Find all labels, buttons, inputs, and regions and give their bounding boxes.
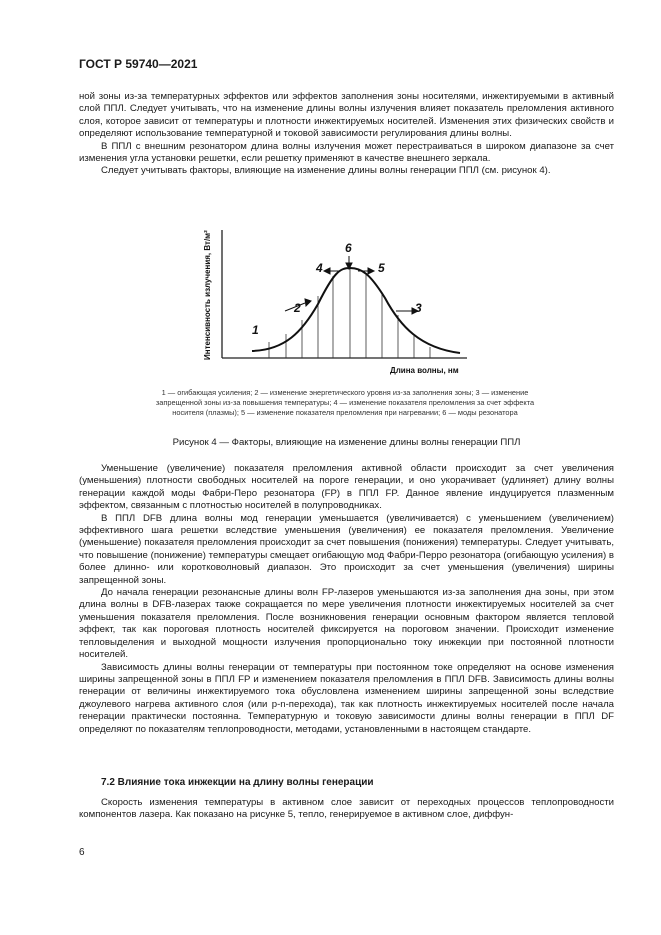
section-heading: 7.2 Влияние тока инжекции на длину волны генерации (101, 777, 374, 788)
figure-caption: Рисунок 4 — Факторы, влияющие на изменение длины волны генерации ППЛ (172, 437, 521, 448)
marker-5: 5 (378, 261, 385, 275)
page-number: 6 (79, 847, 85, 858)
intro-text (79, 91, 614, 178)
marker-4: 4 (316, 261, 323, 275)
figure-legend: 1 — огибающая усиления; 2 — изменение энергетического уровня из-за заполнения зоны; 3 — изменение запрещенной зоны из-за повышения температуры; 4 — изменение показателя преломления за счет эффекта носителя (плазмы); 5 — изменение показателя преломления при нагревании; 6 — моды резонатора (155, 388, 535, 418)
marker-2: 2 (294, 301, 301, 315)
intro-paragraph-1: ной зоны из-за температурных эффектов или эффектов заполнения зоны носителями, инжектируемыми в активный слой ППЛ. Следует учитывать, что на изменение длины волны излучения влияет показатель преломления активного слоя, которое зависит от температуры и плотности инжектируемых носителей. Изменения этих физических свойств и определяют использование температурной и токовой зависимости регулирования длины волны. (79, 91, 614, 140)
intro-paragraph-2: В ППЛ с внешним резонатором длина волны излучения может перестраиваться в широком диапазоне за счет изменения угла установки решетки, если решетку применяют в качестве внешнего зеркала. (79, 140, 614, 165)
marker-1: 1 (252, 323, 259, 337)
marker-6: 6 (345, 241, 352, 255)
figure-4-diagram (190, 222, 480, 382)
y-axis-label: Интенсивность излучения, Вт/м² (203, 230, 212, 360)
intro-paragraph-3: Следует учитывать факторы, влияющие на изменение длины волны генерации ППЛ (см. рисунок 4). (101, 165, 551, 177)
marker-3: 3 (415, 301, 422, 315)
gain-envelope-curve (252, 268, 460, 353)
body-paragraph-2: В ППЛ DFB длина волны мод генерации уменьшается (увеличивается) с уменьшением (увеличением) эффективного шага решетки вследствие уменьшения (увеличения) ее показателя преломления. Увеличение (уменьшение) показателя преломления происходит за счет повышения (понижения) температуры. Следует учитывать, что повышение (понижение) температуры смещает огибающую мод Фабри-Перро резонатора (огибающую усиления) в более длинно- или коротковолновый диапазон. Это происходит за счет уменьшения (увеличения) ширины запрещенной зоны. (79, 512, 614, 586)
document-header: ГОСТ Р 59740—2021 (79, 57, 198, 71)
shift-arrows (285, 256, 418, 314)
final-paragraph: Скорость изменения температуры в активном слое зависит от переходных процессов теплопроводности компонентов лазера. Как показано на рисунке 5, тепло, генерируемое в активном слое, диффун- (79, 797, 614, 821)
body-paragraph-3: До начала генерации резонансные длины волн FP-лазеров уменьшаются из-за заполнения дна зоны, при этом длина волны в DFB-лазерах также сокращается по мере увеличения плотности инжектируемых носителей за счет уменьшения показателя преломления. После возникновения генерации основным фактором является тепловой эффект, так как пороговая плотность носителей фиксируется на пороговом значении. Происходит изменение тепловыделения и выходной мощности излучения пропорционально току инжекции при постоянной плотности носителей. (79, 587, 614, 661)
x-axis-label: Длина волны, нм (390, 366, 459, 375)
final-text (79, 797, 614, 822)
body-paragraph-4: Зависимость длины волны генерации от температуры при постоянном токе определяют на основе изменения ширины запрещенной зоны в ППЛ FP и изменением показателя преломления в ППЛ DFB. Зависимость длины волны генерации от величины инжектируемого тока обусловлена изменением ширины запрещенной зоны вследствие джоулевого нагрева активного слоя (или p-n-перехода), так как плотность инжектируемых носителей после начала генерации практически постоянна. Температурную и токовую зависимости длины волны генерации в ППЛ DF определяют по показателям теплопроводности, методами, установленными в настоящем стандарте. (79, 661, 614, 735)
gain-envelope-diagram (190, 222, 480, 382)
body-text (79, 463, 614, 736)
body-paragraph-1: Уменьшение (увеличение) показателя преломления активной области происходит за счет увеличения (уменьшения) плотности свободных носителей на пороге генерации, и оно укорачивает (удлиняет) длину волны генерации каждой моды Фабри-Перо резонатора (FP) в ППЛ FP. Данное явление индуцируется плазменным эффектом, связанным с плотностью носителей в полупроводниках. (79, 463, 614, 512)
